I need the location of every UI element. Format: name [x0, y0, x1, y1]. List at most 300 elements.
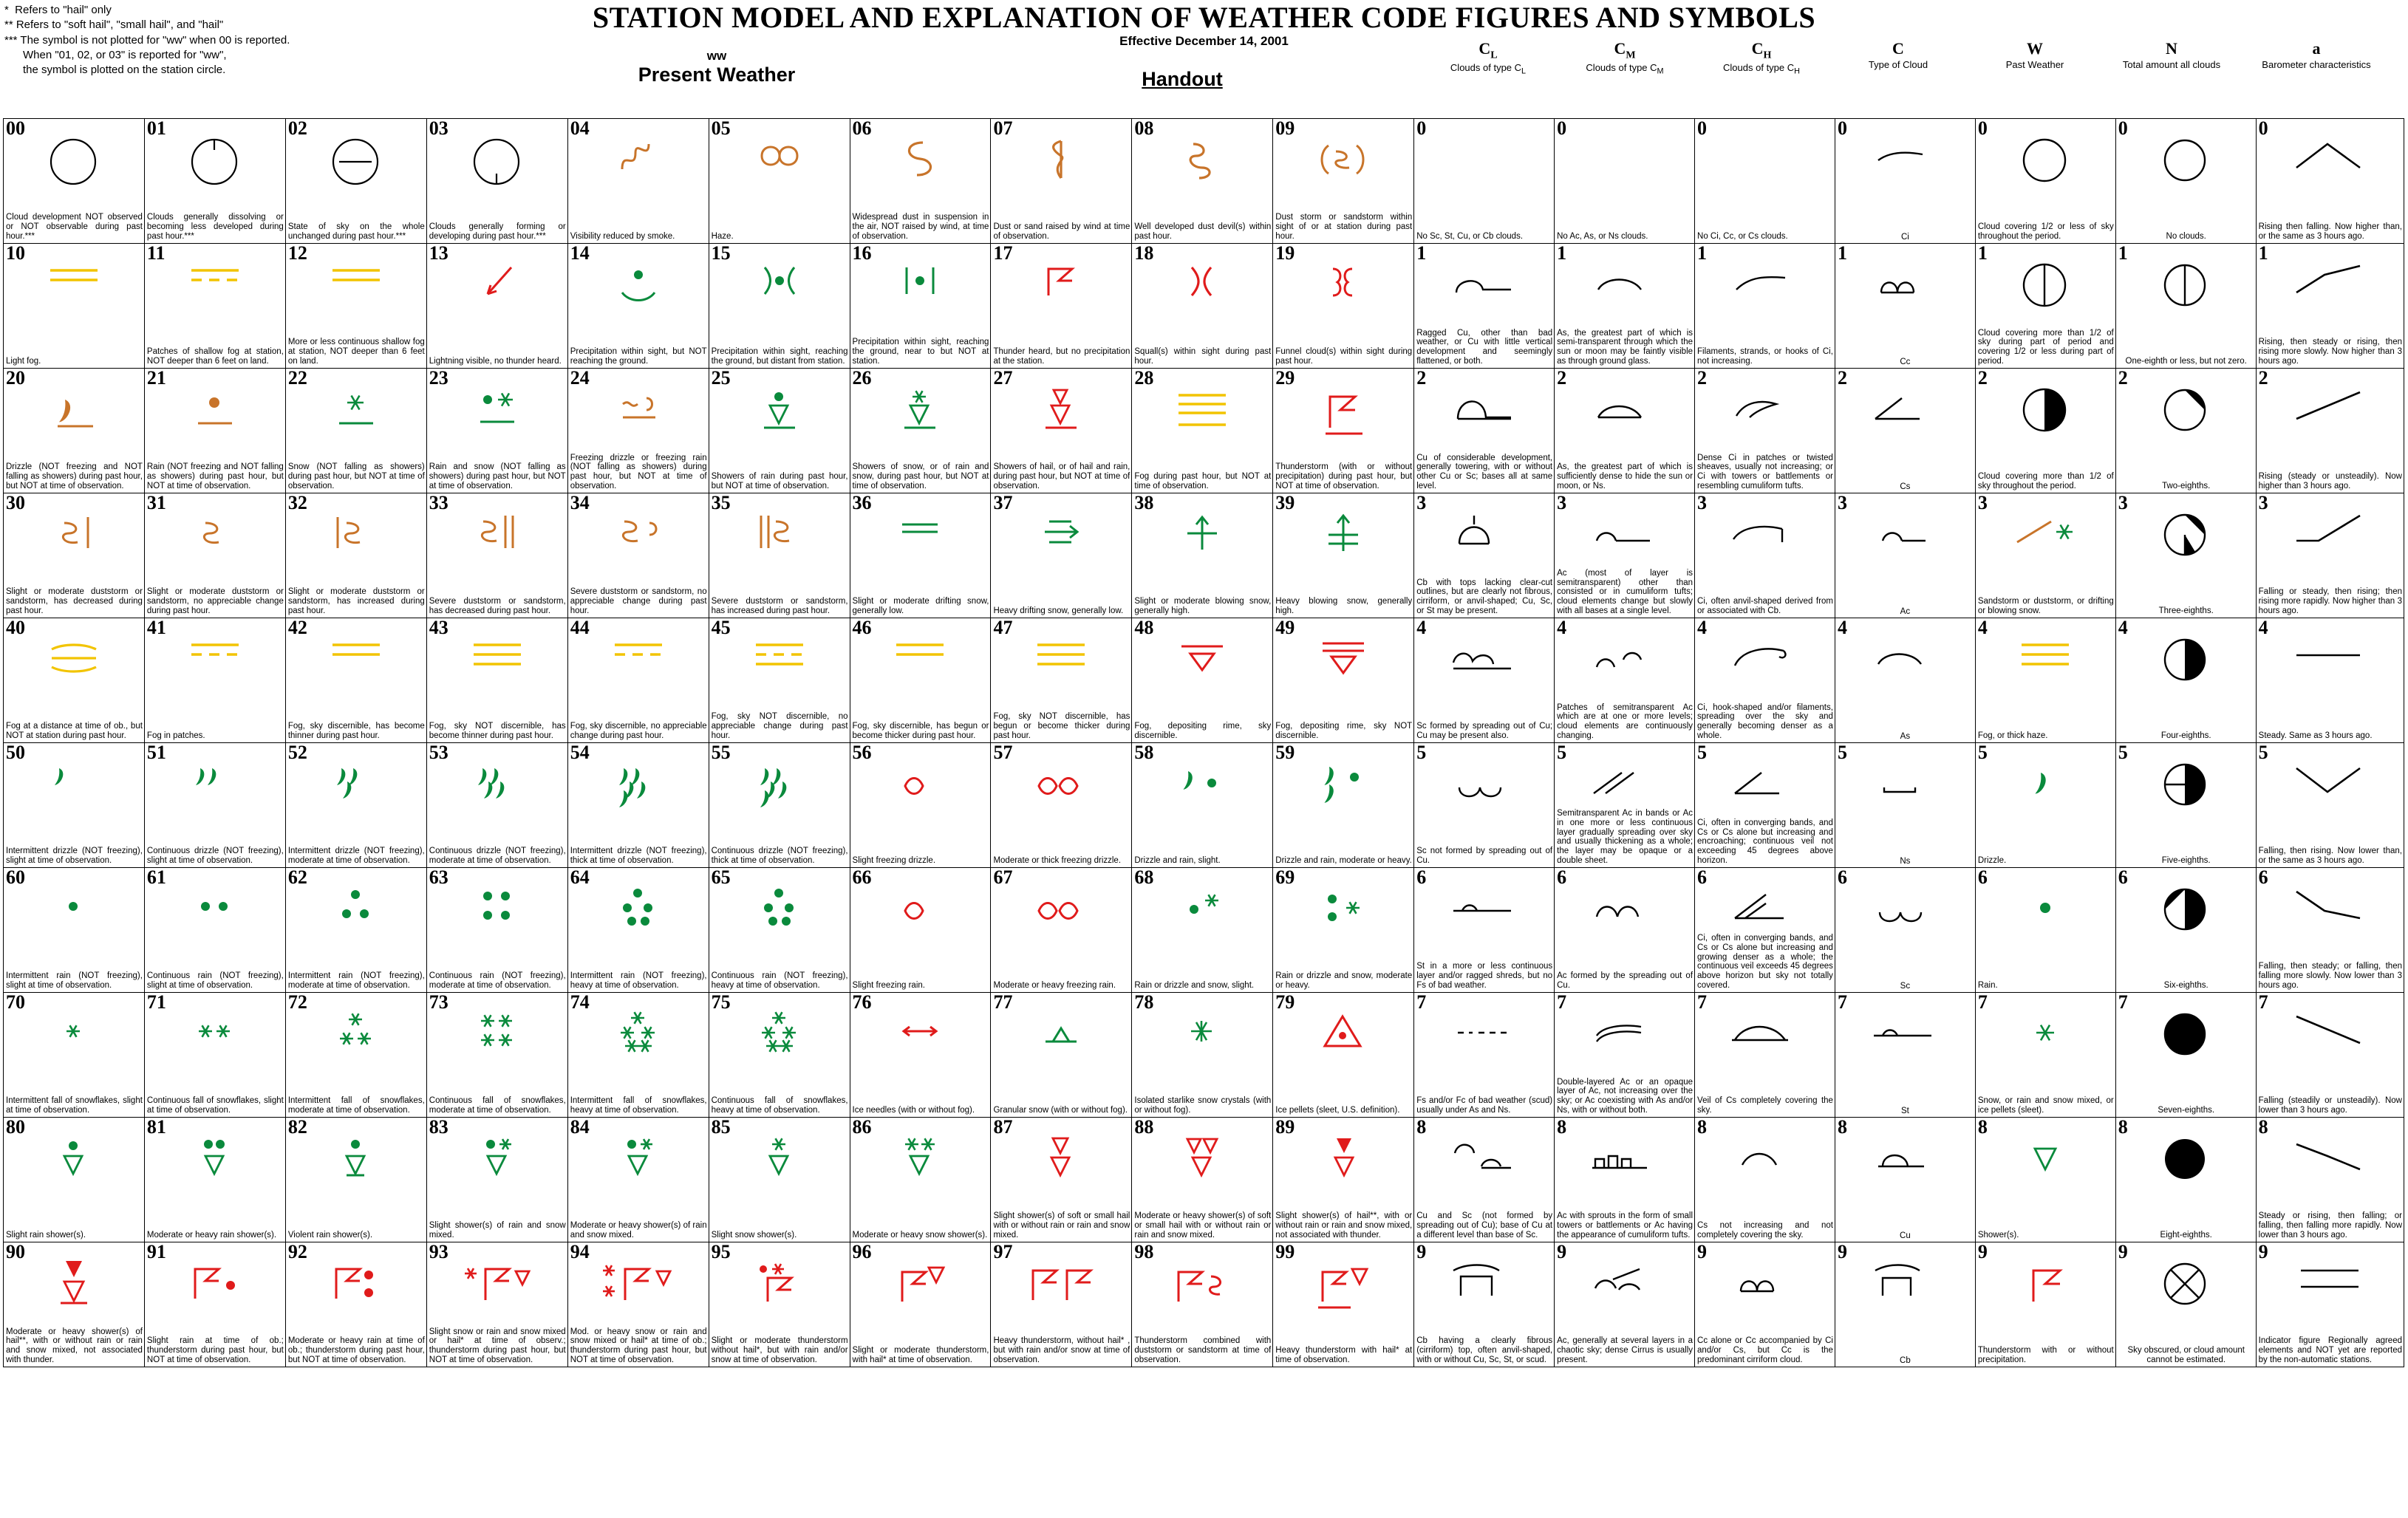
- ww-code: 43: [429, 618, 448, 638]
- c-description: Cb: [1900, 1356, 1911, 1365]
- ww-description: Fog, sky NOT discernible, has begun or become thicker during past hour.: [993, 712, 1130, 741]
- cm-code: 9: [1557, 1242, 1567, 1262]
- cl-cell-4[interactable]: [1414, 618, 1555, 743]
- ww-cell-67[interactable]: [991, 868, 1132, 993]
- ww-cell-06[interactable]: [850, 119, 991, 244]
- a-cell-4[interactable]: [2256, 618, 2404, 743]
- ww-cell-46[interactable]: [850, 618, 991, 743]
- ww-cell-23[interactable]: [426, 369, 567, 493]
- ww-description: Continuous drizzle (NOT freezing), slight at time of observation.: [146, 847, 284, 866]
- ww-cell-96[interactable]: [850, 1242, 991, 1367]
- cl-cell-7[interactable]: [1414, 993, 1555, 1118]
- n-cell-9[interactable]: [2115, 1242, 2256, 1367]
- ww-cell-38[interactable]: [1132, 493, 1273, 618]
- a-cell-2[interactable]: [2256, 369, 2404, 493]
- w-symbol-8: [1976, 1134, 2115, 1202]
- ww-symbol-73: [427, 1009, 567, 1077]
- ch-cell-7[interactable]: [1695, 993, 1835, 1118]
- ww-cell-60[interactable]: [4, 868, 145, 993]
- ww-code: 14: [570, 244, 590, 264]
- ww-cell-56[interactable]: [850, 743, 991, 868]
- ww-description: Snow (NOT falling as showers) during past hour, but NOT at time of observation.: [287, 462, 425, 491]
- ww-code: 03: [429, 119, 448, 139]
- ww-cell-30[interactable]: [4, 493, 145, 618]
- ww-cell-15[interactable]: [709, 244, 850, 369]
- ch-description: Cc alone or Cc accompanied by Ci and/or Cs, but Cc is the predominant cirriform cloud.: [1697, 1336, 1833, 1365]
- c-cell-0[interactable]: [1835, 119, 1975, 244]
- ww-cell-32[interactable]: [285, 493, 426, 618]
- a-cell-6[interactable]: [2256, 868, 2404, 993]
- ch-description: Veil of Cs completely covering the sky.: [1697, 1096, 1833, 1115]
- ww-cell-14[interactable]: [567, 244, 709, 369]
- ww-cell-81[interactable]: [144, 1118, 285, 1242]
- cm-cell-2[interactable]: [1555, 369, 1695, 493]
- ww-cell-36[interactable]: [850, 493, 991, 618]
- ch-cell-8[interactable]: [1695, 1118, 1835, 1242]
- ww-cell-75[interactable]: [709, 993, 850, 1118]
- footnote-3: *** The symbol is not plotted for "ww" when 00 is reported.: [4, 33, 290, 47]
- a-cell-7[interactable]: [2256, 993, 2404, 1118]
- ww-cell-89[interactable]: [1273, 1118, 1414, 1242]
- c-cell-3[interactable]: [1835, 493, 1975, 618]
- ww-cell-83[interactable]: [426, 1118, 567, 1242]
- ww-description: Violent rain shower(s).: [287, 1231, 373, 1240]
- ww-description: Intermittent drizzle (NOT freezing), slight at time of observation.: [6, 847, 143, 866]
- ww-cell-76[interactable]: [850, 993, 991, 1118]
- ww-code: 34: [570, 493, 590, 513]
- ww-description: Fog, sky discernible, has become thinner during past hour.: [287, 722, 425, 741]
- a-cell-3[interactable]: [2256, 493, 2404, 618]
- cl-description: Cu and Sc (not formed by spreading out of Cu); base of Cu at a different level than base of Sc.: [1416, 1211, 1553, 1240]
- ww-code: 36: [852, 493, 872, 513]
- ww-cell-45[interactable]: [709, 618, 850, 743]
- cl-symbol-5: [1414, 759, 1554, 827]
- ww-cell-84[interactable]: [567, 1118, 709, 1242]
- ww-description: Squall(s) within sight during past hour.: [1134, 347, 1272, 366]
- ww-cell-50[interactable]: [4, 743, 145, 868]
- ww-symbol-94: [568, 1259, 709, 1327]
- ww-cell-17[interactable]: [991, 244, 1132, 369]
- ww-cell-47[interactable]: [991, 618, 1132, 743]
- ww-code: 53: [429, 743, 448, 763]
- ww-cell-07[interactable]: [991, 119, 1132, 244]
- ww-symbol-29: [1273, 385, 1413, 453]
- ww-cell-92[interactable]: [285, 1242, 426, 1367]
- cl-cell-0[interactable]: [1414, 119, 1555, 244]
- ww-symbol-65: [709, 884, 850, 952]
- ww-cell-19[interactable]: [1273, 244, 1414, 369]
- ww-symbol-60: [4, 884, 144, 952]
- n-cell-3[interactable]: [2115, 493, 2256, 618]
- ww-cell-68[interactable]: [1132, 868, 1273, 993]
- ww-cell-02[interactable]: [285, 119, 426, 244]
- ww-description: Heavy blowing snow, generally high.: [1275, 597, 1413, 616]
- ch-cell-0[interactable]: [1695, 119, 1835, 244]
- column-header-cm: [1559, 38, 1691, 77]
- ww-cell-18[interactable]: [1132, 244, 1273, 369]
- w-cell-8[interactable]: [1975, 1118, 2115, 1242]
- c-cell-1[interactable]: [1835, 244, 1975, 369]
- ww-description: Drizzle and rain, slight.: [1134, 856, 1221, 866]
- ww-cell-05[interactable]: [709, 119, 850, 244]
- cl-symbol-9: [1414, 1259, 1554, 1327]
- ww-cell-69[interactable]: [1273, 868, 1414, 993]
- c-description: Cu: [1900, 1231, 1911, 1240]
- ww-cell-01[interactable]: [144, 119, 285, 244]
- ww-cell-33[interactable]: [426, 493, 567, 618]
- cl-description: Sc not formed by spreading out of Cu.: [1416, 847, 1553, 866]
- ww-description: Dust or sand raised by wind at time of observation.: [993, 222, 1130, 242]
- a-code: 4: [2258, 618, 2268, 638]
- a-cell-1[interactable]: [2256, 244, 2404, 369]
- ww-description: Funnel cloud(s) within sight during past hour.: [1275, 347, 1413, 366]
- ww-cell-94[interactable]: [567, 1242, 709, 1367]
- ww-cell-26[interactable]: [850, 369, 991, 493]
- n-cell-2[interactable]: [2115, 369, 2256, 493]
- cm-description: No Ac, As, or Ns clouds.: [1557, 232, 1648, 242]
- n-symbol-0: [2116, 135, 2256, 203]
- c-symbol-7: [1835, 1009, 1975, 1077]
- ww-cell-91[interactable]: [144, 1242, 285, 1367]
- ww-cell-87[interactable]: [991, 1118, 1132, 1242]
- cl-cell-3[interactable]: [1414, 493, 1555, 618]
- a-symbol-1: [2257, 260, 2404, 328]
- ww-symbol-06: [850, 135, 991, 203]
- w-cell-0[interactable]: [1975, 119, 2115, 244]
- c-code: 6: [1837, 868, 1847, 888]
- ww-cell-11[interactable]: [144, 244, 285, 369]
- cm-cell-9[interactable]: [1555, 1242, 1695, 1367]
- ww-description: Intermittent fall of snowflakes, heavy at time of observation.: [570, 1096, 707, 1115]
- ww-code: 39: [1275, 493, 1295, 513]
- a-symbol-6: [2257, 884, 2404, 952]
- ww-cell-59[interactable]: [1273, 743, 1414, 868]
- ww-cell-97[interactable]: [991, 1242, 1132, 1367]
- ww-symbol-56: [850, 759, 991, 827]
- ch-cell-3[interactable]: [1695, 493, 1835, 618]
- column-header-n: [2106, 38, 2237, 71]
- c-cell-8[interactable]: [1835, 1118, 1975, 1242]
- cm-cell-8[interactable]: [1555, 1118, 1695, 1242]
- ch-code: 2: [1697, 369, 1708, 389]
- cm-cell-3[interactable]: [1555, 493, 1695, 618]
- ww-description: Isolated starlike snow crystals (with or without fog).: [1134, 1096, 1272, 1115]
- ch-cell-9[interactable]: [1695, 1242, 1835, 1367]
- ww-code: 68: [1134, 868, 1154, 888]
- ww-description: Slight rain at time of ob.; thunderstorm during past hour, but NOT at time of observation.: [146, 1336, 284, 1365]
- c-cell-5[interactable]: [1835, 743, 1975, 868]
- ww-cell-93[interactable]: [426, 1242, 567, 1367]
- a-cell-5[interactable]: [2256, 743, 2404, 868]
- ww-code: 65: [711, 868, 731, 888]
- c-cell-6[interactable]: [1835, 868, 1975, 993]
- ww-cell-04[interactable]: [567, 119, 709, 244]
- ww-cell-49[interactable]: [1273, 618, 1414, 743]
- ww-symbol-96: [850, 1259, 991, 1327]
- ww-cell-42[interactable]: [285, 618, 426, 743]
- a-cell-0[interactable]: [2256, 119, 2404, 244]
- ww-symbol-39: [1273, 510, 1413, 578]
- ww-cell-13[interactable]: [426, 244, 567, 369]
- ww-symbol-45: [709, 635, 850, 702]
- ww-cell-65[interactable]: [709, 868, 850, 993]
- cm-cell-4[interactable]: [1555, 618, 1695, 743]
- ww-symbol-76: [850, 1009, 991, 1077]
- ww-cell-34[interactable]: [567, 493, 709, 618]
- ww-code: 46: [852, 618, 872, 638]
- ww-cell-64[interactable]: [567, 868, 709, 993]
- ww-cell-28[interactable]: [1132, 369, 1273, 493]
- w-symbol-7: [1976, 1009, 2115, 1077]
- ww-description: Intermittent rain (NOT freezing), slight at time of observation.: [6, 971, 143, 991]
- ch-description: Dense Ci in patches or twisted sheaves, usually not increasing; or Ci with towers or battlements or resembling cumuliform tufts.: [1697, 453, 1833, 491]
- w-cell-9[interactable]: [1975, 1242, 2115, 1367]
- cl-cell-9[interactable]: [1414, 1242, 1555, 1367]
- ww-cell-22[interactable]: [285, 369, 426, 493]
- ww-cell-71[interactable]: [144, 993, 285, 1118]
- ww-cell-74[interactable]: [567, 993, 709, 1118]
- ww-cell-55[interactable]: [709, 743, 850, 868]
- ww-cell-44[interactable]: [567, 618, 709, 743]
- ww-cell-21[interactable]: [144, 369, 285, 493]
- ww-code: 75: [711, 993, 731, 1013]
- ww-code: 29: [1275, 369, 1295, 389]
- n-cell-0[interactable]: [2115, 119, 2256, 244]
- w-symbol-0: [1976, 135, 2115, 203]
- a-description: Steady. Same as 3 hours ago.: [2258, 731, 2373, 741]
- cl-description: Cu of considerable development, generally towering, with or without other Cu or Sc; bases all at same level.: [1416, 453, 1553, 491]
- cl-symbol-6: [1414, 884, 1554, 952]
- ww-symbol-03: [427, 135, 567, 203]
- ww-symbol-92: [286, 1259, 426, 1327]
- footnote-4: When "01, 02, or 03" is reported for "ww",: [4, 48, 227, 61]
- w-cell-3[interactable]: [1975, 493, 2115, 618]
- ww-cell-70[interactable]: [4, 993, 145, 1118]
- ch-description: Ci, often in converging bands, and Cs or Cs alone but increasing and encroaching; continuous veil not exceeding 45 degrees above horizon.: [1697, 818, 1833, 866]
- ww-cell-37[interactable]: [991, 493, 1132, 618]
- ww-description: Light fog.: [6, 357, 41, 366]
- c-cell-2[interactable]: [1835, 369, 1975, 493]
- ch-cell-6[interactable]: [1695, 868, 1835, 993]
- ww-header: [562, 49, 872, 86]
- ww-symbol-59: [1273, 759, 1413, 827]
- ww-cell-08[interactable]: [1132, 119, 1273, 244]
- ww-cell-99[interactable]: [1273, 1242, 1414, 1367]
- ww-code: 26: [852, 369, 872, 389]
- ww-code: 76: [852, 993, 872, 1013]
- ch-cell-4[interactable]: [1695, 618, 1835, 743]
- ww-code: 04: [570, 119, 590, 139]
- ch-caption: Clouds of type $C_H$: [1723, 61, 1800, 76]
- ww-cell-51[interactable]: [144, 743, 285, 868]
- w-symbol-2: [1976, 385, 2115, 453]
- ww-description: Rain and snow (NOT falling as showers) during past hour, but NOT at time of observation.: [429, 462, 566, 491]
- n-description: Seven-eighths.: [2158, 1106, 2215, 1115]
- cm-cell-5[interactable]: [1555, 743, 1695, 868]
- cl-cell-6[interactable]: [1414, 868, 1555, 993]
- ww-cell-53[interactable]: [426, 743, 567, 868]
- w-cell-2[interactable]: [1975, 369, 2115, 493]
- ww-cell-35[interactable]: [709, 493, 850, 618]
- w-code: 7: [1977, 993, 1988, 1013]
- cm-code: 0: [1557, 119, 1567, 139]
- ww-symbol-27: [991, 385, 1131, 453]
- n-description: No clouds.: [2166, 232, 2206, 242]
- ww-description: Heavy thunderstorm, without hail* , but with rain and/or snow at time of observation.: [993, 1336, 1130, 1365]
- ww-description: Mod. or heavy snow or rain and snow mixed or hail* at time of ob.; thunderstorm during past hour, but NOT at time of observation.: [570, 1327, 707, 1365]
- n-description: Two-eighths.: [2162, 482, 2211, 491]
- n-symbol-7: [2116, 1009, 2256, 1077]
- ch-cell-5[interactable]: [1695, 743, 1835, 868]
- ww-cell-85[interactable]: [709, 1118, 850, 1242]
- c-symbol-9: [1835, 1259, 1975, 1327]
- ww-cell-10[interactable]: [4, 244, 145, 369]
- ww-cell-41[interactable]: [144, 618, 285, 743]
- ww-cell-73[interactable]: [426, 993, 567, 1118]
- ww-cell-12[interactable]: [285, 244, 426, 369]
- cl-cell-2[interactable]: [1414, 369, 1555, 493]
- ww-cell-31[interactable]: [144, 493, 285, 618]
- ww-cell-16[interactable]: [850, 244, 991, 369]
- ww-symbol-84: [568, 1134, 709, 1202]
- w-cell-4[interactable]: [1975, 618, 2115, 743]
- ww-symbol-89: [1273, 1134, 1413, 1202]
- ww-cell-39[interactable]: [1273, 493, 1414, 618]
- n-cell-1[interactable]: [2115, 244, 2256, 369]
- ww-cell-86[interactable]: [850, 1118, 991, 1242]
- ww-code: 19: [1275, 244, 1295, 264]
- ww-symbol-22: [286, 385, 426, 453]
- ww-symbol-99: [1273, 1259, 1413, 1327]
- ww-code: 37: [993, 493, 1013, 513]
- n-cell-8[interactable]: [2115, 1118, 2256, 1242]
- ww-cell-48[interactable]: [1132, 618, 1273, 743]
- ww-cell-03[interactable]: [426, 119, 567, 244]
- ww-cell-80[interactable]: [4, 1118, 145, 1242]
- ch-cell-2[interactable]: [1695, 369, 1835, 493]
- ww-cell-78[interactable]: [1132, 993, 1273, 1118]
- w-cell-5[interactable]: [1975, 743, 2115, 868]
- ww-description: State of sky on the whole unchanged during past hour.***: [287, 222, 425, 242]
- cl-cell-1[interactable]: [1414, 244, 1555, 369]
- ww-symbol-12: [286, 260, 426, 328]
- ww-code: 16: [852, 244, 872, 264]
- ch-cell-1[interactable]: [1695, 244, 1835, 369]
- ww-cell-62[interactable]: [285, 868, 426, 993]
- c-cell-4[interactable]: [1835, 618, 1975, 743]
- ww-cell-25[interactable]: [709, 369, 850, 493]
- ww-cell-66[interactable]: [850, 868, 991, 993]
- w-cell-6[interactable]: [1975, 868, 2115, 993]
- ch-symbol-0: [1695, 135, 1835, 203]
- n-cell-7[interactable]: [2115, 993, 2256, 1118]
- ww-symbol-46: [850, 635, 991, 702]
- ww-code: 94: [570, 1242, 590, 1262]
- ww-description: Fog, sky NOT discernible, no appreciable change during past hour.: [711, 712, 848, 741]
- ww-cell-63[interactable]: [426, 868, 567, 993]
- ww-cell-20[interactable]: [4, 369, 145, 493]
- cl-cell-8[interactable]: [1414, 1118, 1555, 1242]
- ww-cell-40[interactable]: [4, 618, 145, 743]
- a-cell-8[interactable]: [2256, 1118, 2404, 1242]
- a-cell-9[interactable]: [2256, 1242, 2404, 1367]
- ww-cell-58[interactable]: [1132, 743, 1273, 868]
- ww-description: Cloud development NOT observed or NOT observable during past hour.***: [6, 213, 143, 242]
- cm-cell-0[interactable]: [1555, 119, 1695, 244]
- ww-code: 86: [852, 1118, 872, 1138]
- ww-symbol-95: [709, 1259, 850, 1327]
- handout-label: Handout: [1142, 68, 1223, 90]
- ww-cell-57[interactable]: [991, 743, 1132, 868]
- table-row: [4, 369, 2404, 493]
- ww-description: Precipitation within sight, reaching the ground, near to but NOT at station.: [852, 338, 989, 366]
- cm-cell-6[interactable]: [1555, 868, 1695, 993]
- ww-cell-88[interactable]: [1132, 1118, 1273, 1242]
- w-cell-7[interactable]: [1975, 993, 2115, 1118]
- table-row: [4, 119, 2404, 244]
- cm-cell-1[interactable]: [1555, 244, 1695, 369]
- w-cell-1[interactable]: [1975, 244, 2115, 369]
- ww-symbol-40: [4, 635, 144, 702]
- c-code: 5: [1837, 743, 1847, 763]
- c-cell-7[interactable]: [1835, 993, 1975, 1118]
- ww-code: 59: [1275, 743, 1295, 763]
- ww-cell-52[interactable]: [285, 743, 426, 868]
- n-cell-6[interactable]: [2115, 868, 2256, 993]
- ww-cell-29[interactable]: [1273, 369, 1414, 493]
- ww-cell-27[interactable]: [991, 369, 1132, 493]
- cm-cell-7[interactable]: [1555, 993, 1695, 1118]
- c-cell-9[interactable]: [1835, 1242, 1975, 1367]
- ww-symbol-86: [850, 1134, 991, 1202]
- ch-code: 4: [1697, 618, 1708, 638]
- ww-cell-90[interactable]: [4, 1242, 145, 1367]
- ww-code: 42: [287, 618, 307, 638]
- ww-cell-00[interactable]: [4, 119, 145, 244]
- ww-cell-79[interactable]: [1273, 993, 1414, 1118]
- ww-cell-77[interactable]: [991, 993, 1132, 1118]
- ww-cell-98[interactable]: [1132, 1242, 1273, 1367]
- n-cell-5[interactable]: [2115, 743, 2256, 868]
- ww-description: More or less continuous shallow fog at station, NOT deeper than 6 feet on land.: [287, 338, 425, 366]
- w-symbol-3: [1976, 510, 2115, 578]
- ww-code: 80: [6, 1118, 25, 1138]
- n-code: 1: [2118, 244, 2128, 264]
- ww-cell-72[interactable]: [285, 993, 426, 1118]
- ww-cell-24[interactable]: [567, 369, 709, 493]
- ww-code: 06: [852, 119, 872, 139]
- w-code: 5: [1977, 743, 1988, 763]
- ww-code: 07: [993, 119, 1013, 139]
- ww-code: 71: [146, 993, 166, 1013]
- cm-description: Ac (most of layer is semitransparent) other than consisted or in cumuliform tufts; cloud elements change but slowly with all bases at a single level.: [1557, 568, 1694, 616]
- n-cell-4[interactable]: [2115, 618, 2256, 743]
- ww-cell-95[interactable]: [709, 1242, 850, 1367]
- ww-cell-61[interactable]: [144, 868, 285, 993]
- ww-cell-43[interactable]: [426, 618, 567, 743]
- w-description: Snow, or rain and snow mixed, or ice pellets (sleet).: [1977, 1096, 2114, 1115]
- ww-code: 58: [1134, 743, 1154, 763]
- ww-description: Well developed dust devil(s) within past hour.: [1134, 222, 1272, 242]
- ww-cell-54[interactable]: [567, 743, 709, 868]
- ww-cell-09[interactable]: [1273, 119, 1414, 244]
- ww-description: Continuous rain (NOT freezing), slight at time of observation.: [146, 971, 284, 991]
- ww-cell-82[interactable]: [285, 1118, 426, 1242]
- cl-cell-5[interactable]: [1414, 743, 1555, 868]
- ww-code: 83: [429, 1118, 448, 1138]
- cm-code: 3: [1557, 493, 1567, 513]
- ww-description: Fog at a distance at time of ob., but NOT at station during past hour.: [6, 722, 143, 741]
